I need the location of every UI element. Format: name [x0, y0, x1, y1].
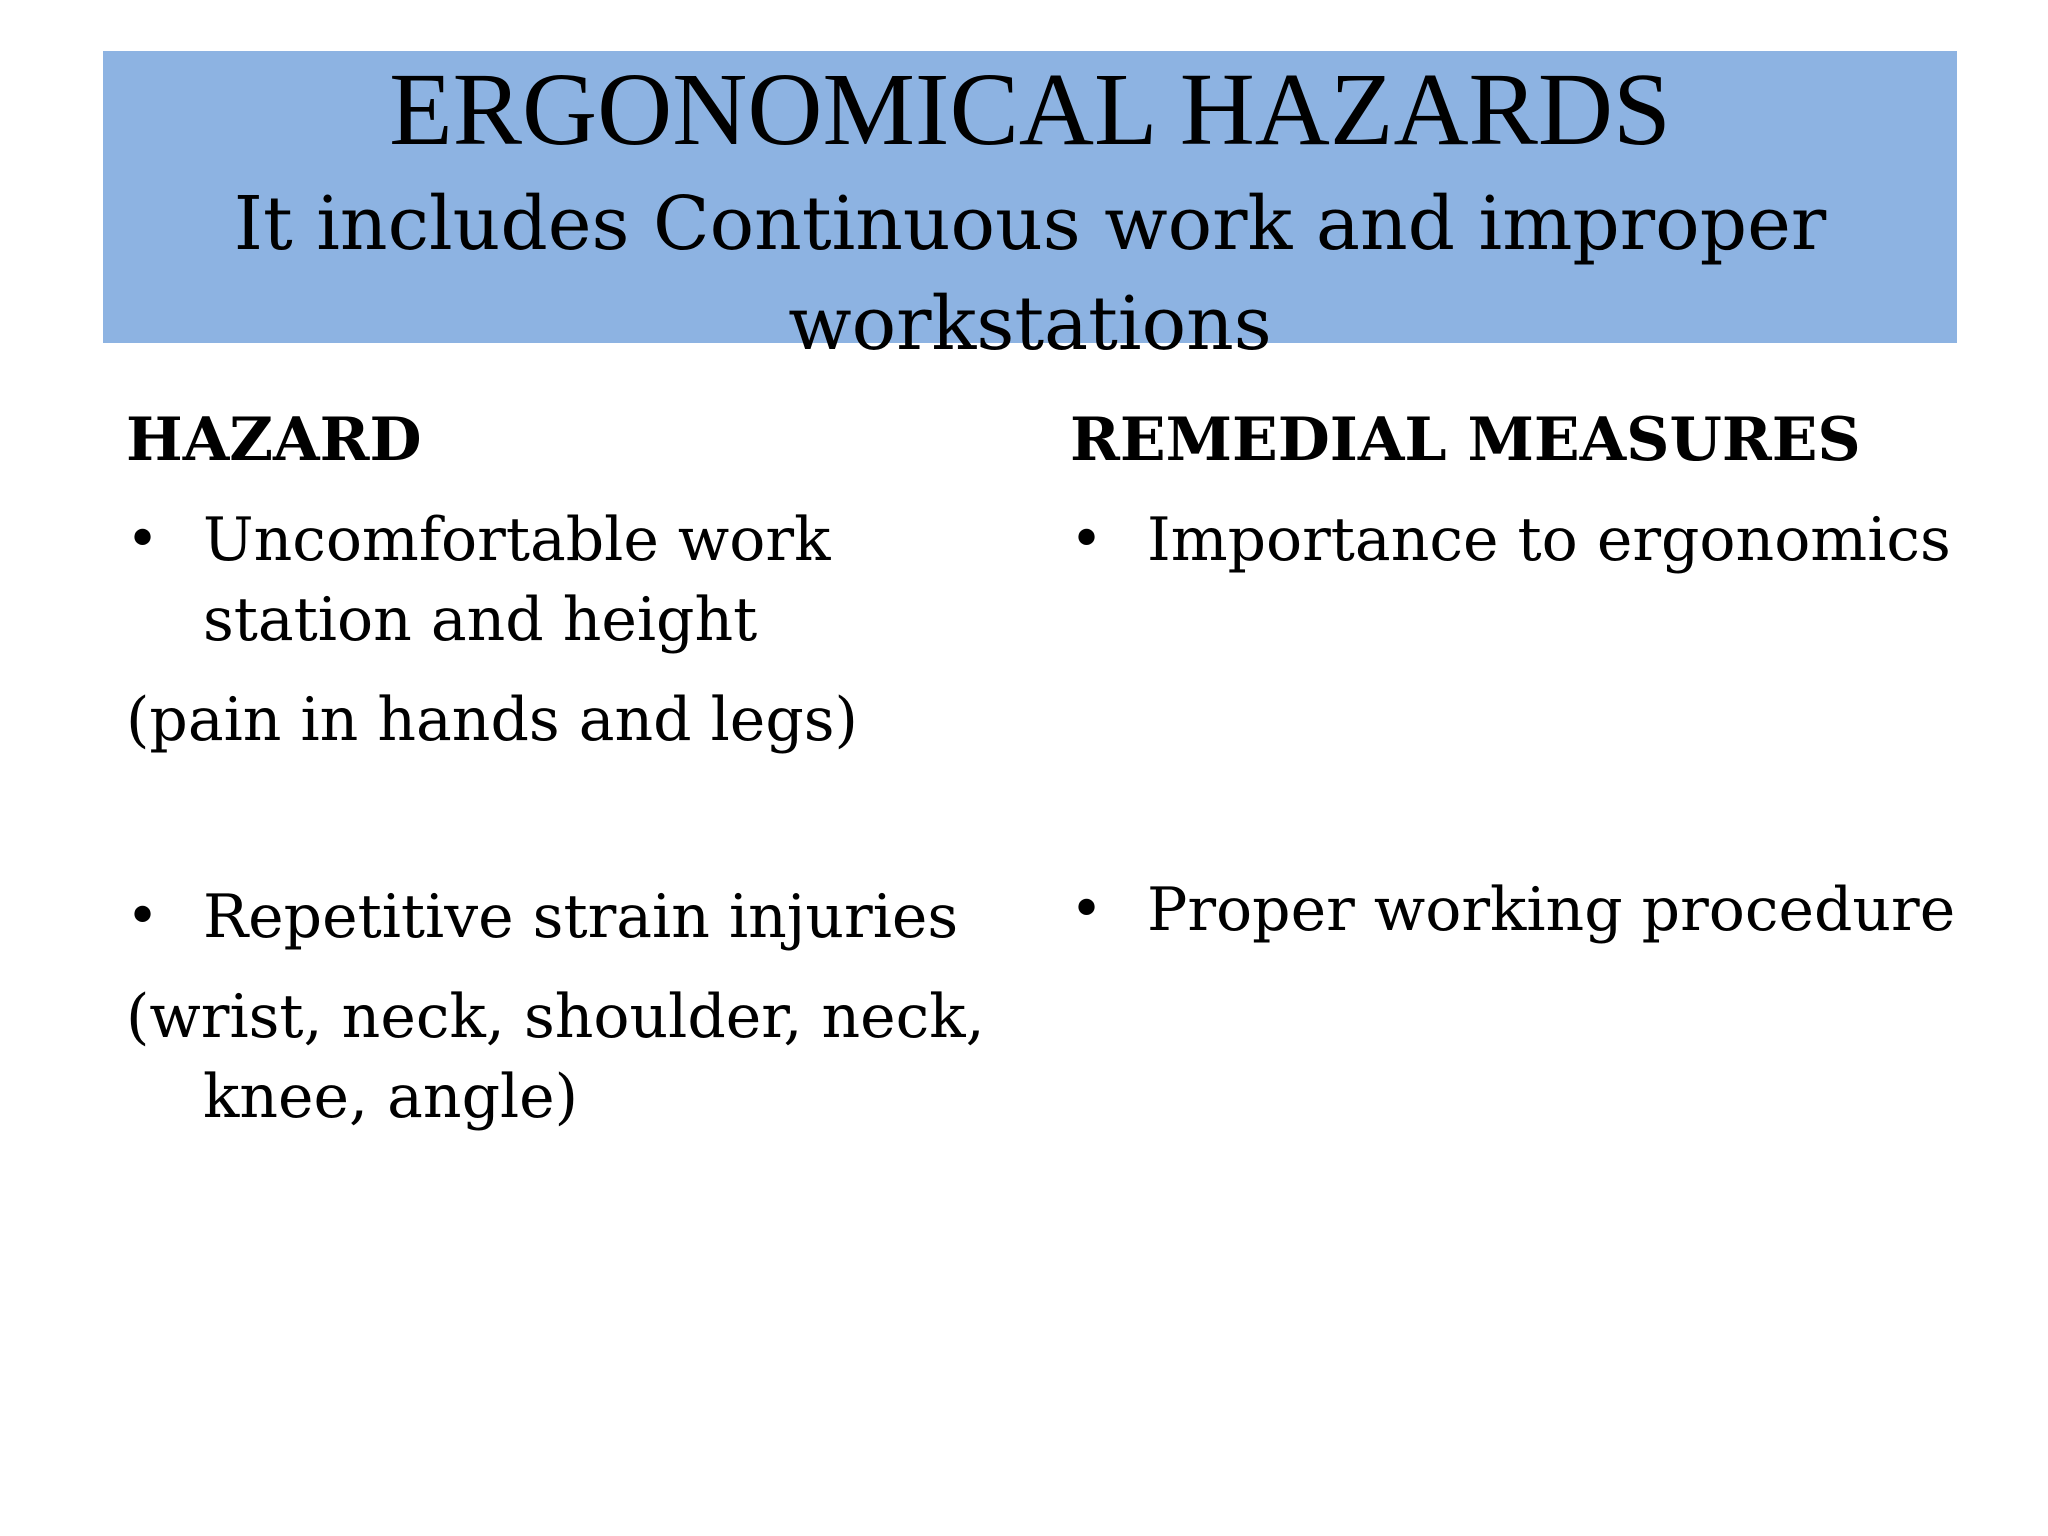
remedial-item-2 — [1070, 870, 1970, 950]
slide-title: ERGONOMICAL HAZARDS — [389, 52, 1671, 167]
bullet-icon: • — [1070, 877, 1104, 942]
bullet-icon: • — [1070, 507, 1104, 572]
bullet-icon: • — [126, 507, 160, 572]
remedial-column — [1070, 400, 1970, 950]
remedial-item-2-text: Proper working procedure — [1147, 875, 1956, 945]
hazard-item-2-detail: (wrist, neck, shoulder, neck, knee, angle) — [126, 982, 985, 1132]
hazard-item-1-text: Uncomfortable work station and height — [203, 505, 831, 655]
hazard-item-1-detail: (pain in hands and legs) — [126, 685, 858, 755]
hazard-column — [126, 400, 986, 1137]
hazard-item-2-text: Repetitive strain injuries — [203, 882, 959, 952]
remedial-item-1-text: Importance to ergonomics — [1147, 505, 1951, 575]
slide-subtitle-line-2: workstations — [788, 281, 1272, 367]
hazard-item-1 — [126, 500, 986, 660]
hazard-heading: HAZARD — [126, 405, 422, 475]
remedial-heading: REMEDIAL MEASURES — [1070, 405, 1861, 475]
title-banner — [103, 51, 1957, 367]
hazard-item-2 — [126, 877, 986, 957]
bullet-icon: • — [126, 884, 160, 949]
slide-subtitle-line-1: It includes Continuous work and improper — [233, 181, 1827, 267]
remedial-item-1 — [1070, 500, 1970, 580]
